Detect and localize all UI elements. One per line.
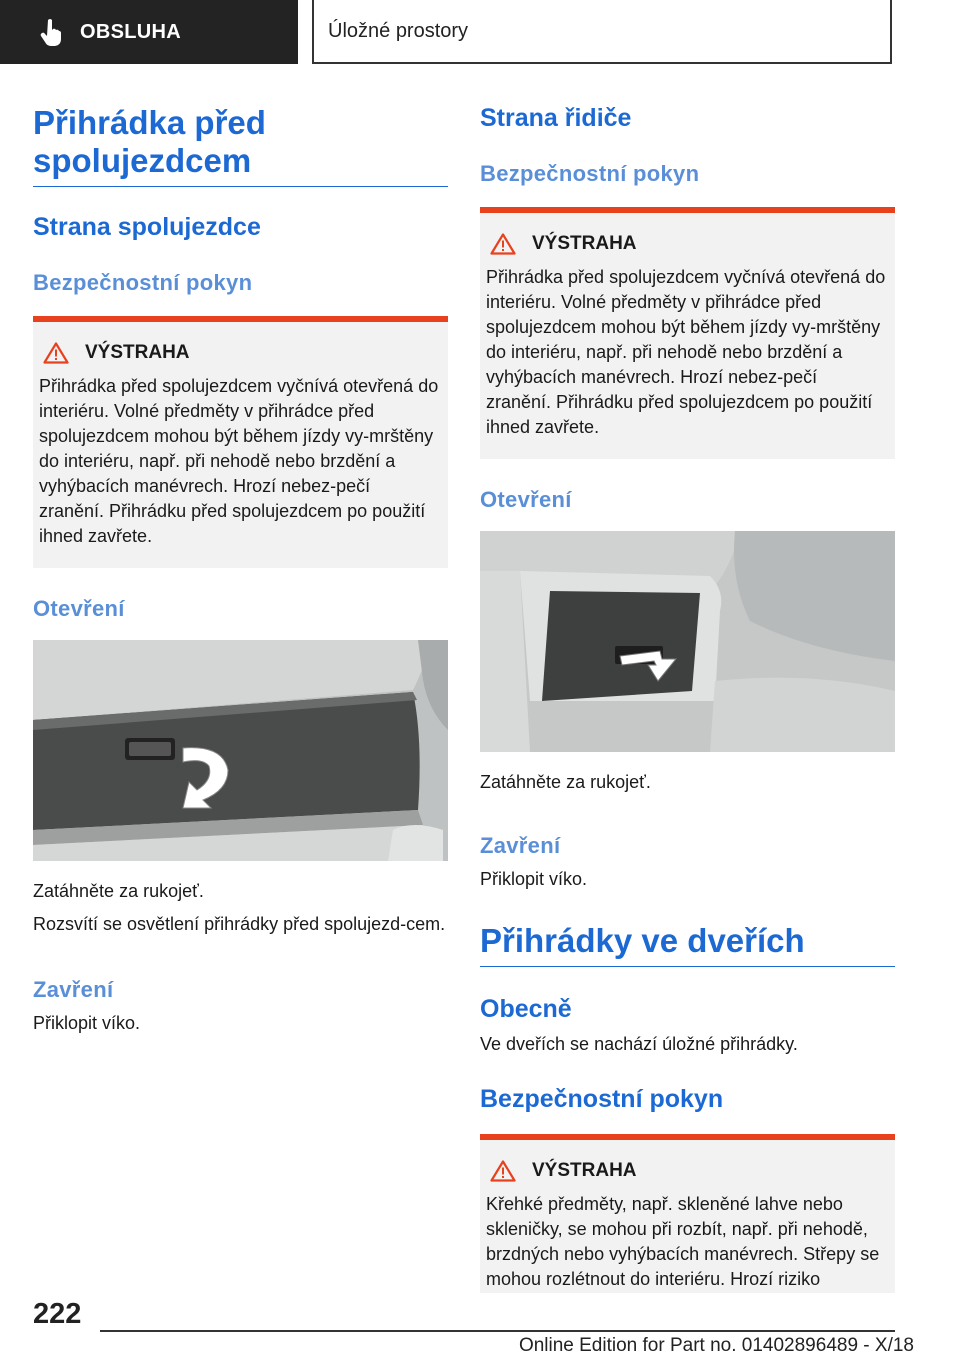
warning-box-door [480,1134,895,1293]
glovebox-photo-driver [480,531,895,752]
warning-triangle-icon [490,1160,516,1182]
warning-box-driver [480,207,895,459]
light-note: Rozsvítí se osvětlení přihrádky před spolujezd-cem. [33,914,446,934]
section-label: OBSLUHA [80,20,181,43]
close-instruction-driver: Přiklopit víko. [480,869,588,889]
warning-label: VÝSTRAHA [532,233,637,254]
general-heading: Obecně [480,995,572,1023]
footer-divider [100,1330,895,1332]
page-number: 222 [33,1298,82,1330]
warning-triangle-icon [43,342,69,364]
safety-heading-driver: Bezpečnostní pokyn [480,161,700,186]
subtitle-driver-side: Strana řidiče [480,104,632,132]
warning-box [33,316,448,568]
safety-heading: Bezpečnostní pokyn [33,270,253,295]
warning-text: Křehké předměty, např. skleněné lahve nebo skleničky, se mohou při rozbít, např. při nehodě, brzdných nebo vyhýbacích manévrech. Střepy se mohou rozlétnout do interiéru. Hrozí riziko [486,1194,880,1289]
open-heading: Otevření [33,596,125,621]
page-title: Přihrádka před spolujezdcem [33,104,448,187]
subtitle-passenger-side: Strana spolujezdce [33,213,261,241]
section-tab [0,0,298,64]
edition-note: Online Edition for Part no. 01402896489 - X/18 [518,1335,914,1356]
safety-heading-door: Bezpečnostní pokyn [480,1085,724,1113]
close-heading: Zavření [33,977,114,1002]
warning-text: Přihrádka před spolujezdcem vyčnívá otevřená do interiéru. Volné předměty v přihrádce před spolujezdcem mohou být během jízdy vy-mrštěny do interiéru, např. při nehodě nebo brzdění a vyhýbacích manévrech. Hrozí nebez-pečí zranění. Přihrádku před spolujezdcem po použití ihned zavřete. [486,267,886,437]
warning-label: VÝSTRAHA [532,1160,637,1181]
chapter-header [312,0,892,64]
hand-icon [40,18,62,46]
warning-label: VÝSTRAHA [85,342,190,363]
general-text: Ve dveřích se nachází úložné přihrádky. [480,1034,798,1054]
open-instruction-driver: Zatáhněte za rukojeť. [480,772,651,792]
warning-triangle-icon [490,233,516,255]
open-instruction: Zatáhněte za rukojeť. [33,881,204,901]
close-instruction: Přiklopit víko. [33,1013,141,1033]
glovebox-photo-passenger [33,640,448,861]
chapter-title: Úložné prostory [328,19,469,42]
open-heading-driver: Otevření [480,487,572,512]
right-column [480,100,895,1293]
left-column [33,100,448,1036]
close-heading-driver: Zavření [480,833,561,858]
door-compartments-title: Přihrádky ve dveřích [480,922,895,967]
warning-text: Přihrádka před spolujezdcem vyčnívá otevřená do interiéru. Volné předměty v přihrádce před spolujezdcem mohou být během jízdy vy-mrštěny do interiéru, např. při nehodě nebo brzdění a vyhýbacích manévrech. Hrozí nebez-pečí zranění. Přihrádku před spolujezdcem po použití ihned zavřete. [39,376,439,546]
